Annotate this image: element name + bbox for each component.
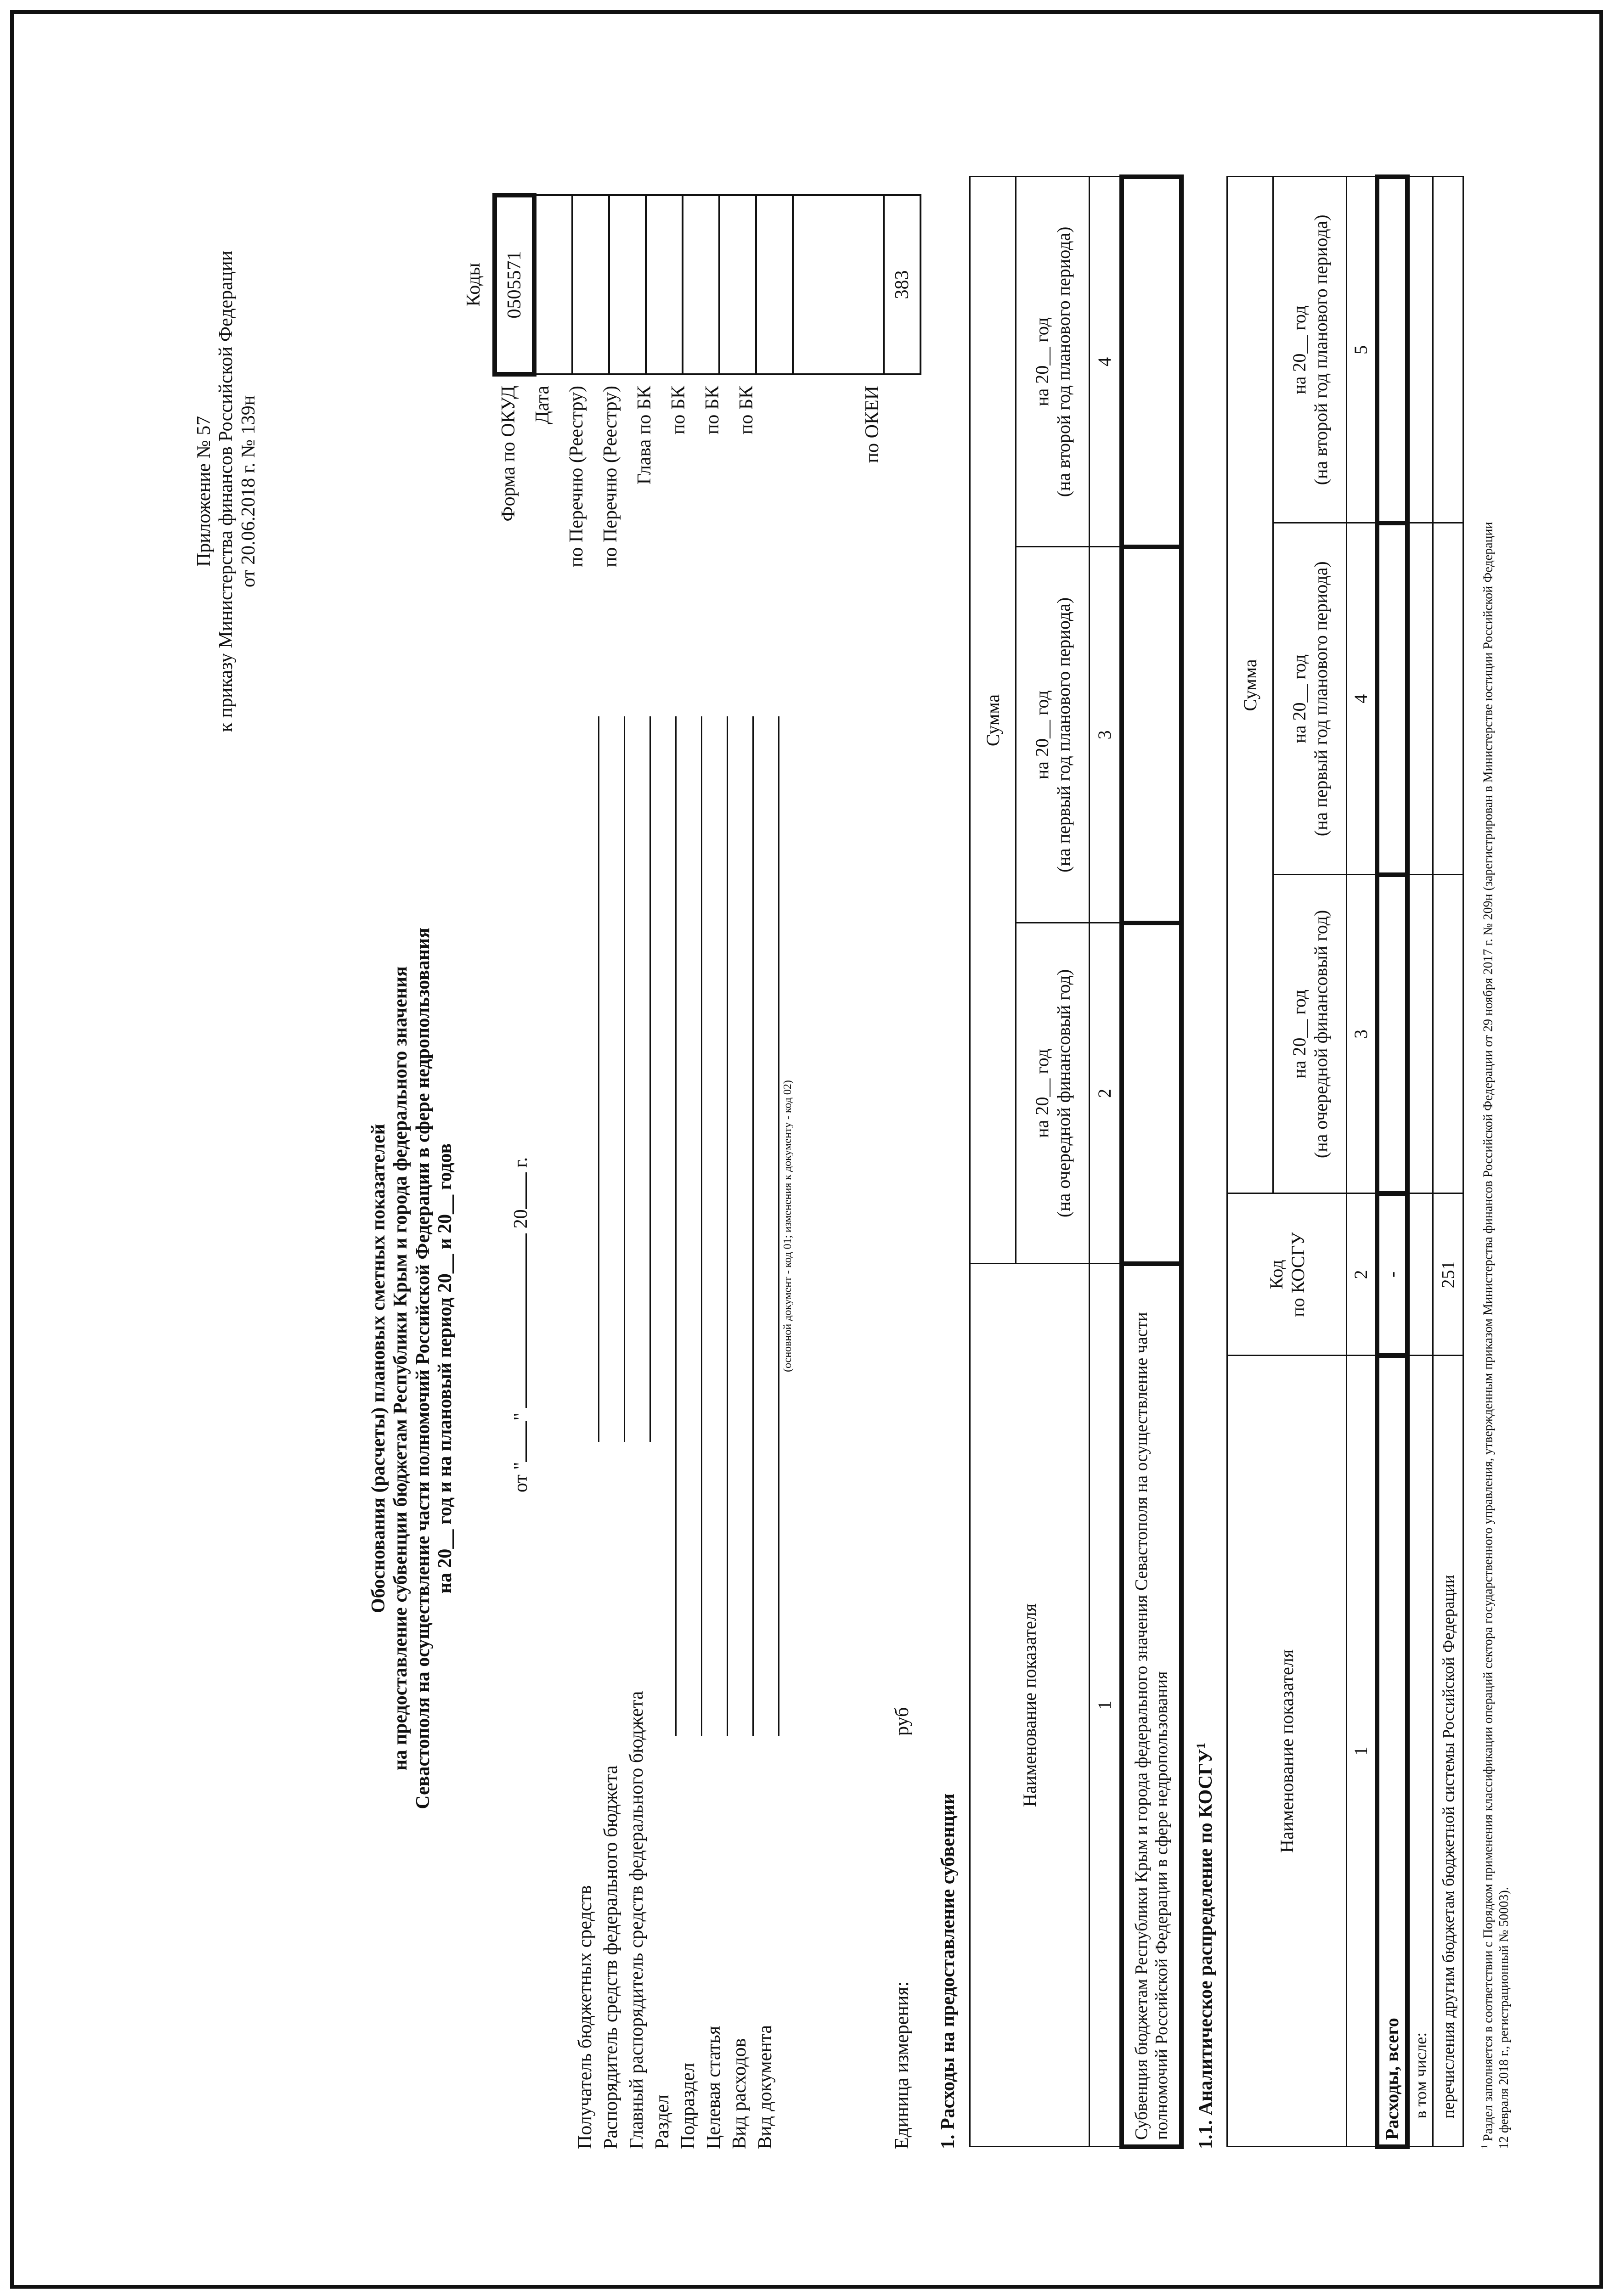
- code-label-chapter-bk: Глава по БК: [634, 386, 655, 485]
- codes-table: [455, 193, 921, 377]
- s1-num-4: 4: [1090, 177, 1122, 547]
- s11-col3-header: на 20__ год (на очередной финансовый год): [1273, 875, 1347, 1193]
- code-label-bk-3: по БК: [736, 386, 757, 435]
- date-suffix: г.: [510, 1157, 531, 1168]
- field-subsection: Подраздел: [678, 2063, 699, 2149]
- field-section: Раздел: [652, 2094, 673, 2149]
- code-blank-value[interactable]: [793, 195, 884, 374]
- code-bk-1-value[interactable]: [683, 195, 719, 374]
- field-chief-manager: Главный распорядитель средств федерального бюджета: [626, 1691, 647, 2149]
- s11-row-total: Расходы, всего: [1377, 1356, 1407, 2147]
- manager-line[interactable]: [624, 716, 625, 1442]
- code-label-bk-1: по БК: [668, 386, 689, 435]
- code-bk-3-value[interactable]: [756, 195, 793, 374]
- s1-row-subvention: Субвенция бюджетам Республики Крым и города федерального значения Севастополя на осуществление части полномочий Российской Федерации в сфере недропользования: [1122, 1264, 1181, 2147]
- footnote: [1479, 106, 1512, 2149]
- codes-header: Коды: [463, 263, 484, 307]
- s11-row-incl-code: [1407, 1193, 1433, 1356]
- field-manager: Распорядитель средств федерального бюджета: [600, 1765, 621, 2149]
- s11-col4-header: на 20__ год (на первый год планового периода): [1273, 523, 1347, 875]
- s11-row-251-3[interactable]: [1433, 875, 1463, 1193]
- footnote-line-1: $^1$ Раздел заполняется в соответствии с Порядком применения классификации операций сектора государственного управления, утвержденным приказом Министерства финансов Российской Федерации от 29 ноября 2017 г. № 209н (зарегистрирован в Министерстве юстиции Российской Федерации: [1479, 522, 1496, 2149]
- field-document-type: Вид документа: [755, 2025, 776, 2149]
- s11-num-1: 1: [1347, 1356, 1377, 2147]
- s1-row-value-4[interactable]: [1122, 177, 1181, 547]
- date-year: 20: [510, 1209, 531, 1229]
- s1-num-3: 3: [1090, 547, 1122, 923]
- document-type-line[interactable]: [778, 716, 779, 1736]
- footnote-line-2: 12 февраля 2018 г., регистрационный № 50003).: [1497, 1887, 1512, 2149]
- section11-heading: 1.1. Аналитическое распределение по КОСГУ$^1$: [1194, 1743, 1216, 2149]
- s11-row-total-5[interactable]: [1377, 177, 1407, 523]
- code-bk-2-value[interactable]: [719, 195, 756, 374]
- code-date-value[interactable]: [534, 195, 572, 374]
- code-registry-1-value[interactable]: [572, 195, 609, 374]
- field-target-article: Целевая статья: [703, 2026, 724, 2149]
- unit-label: Единица измерения:: [892, 1981, 913, 2149]
- s11-row-251-4[interactable]: [1433, 523, 1463, 875]
- code-label-okei: по ОКЕИ: [862, 386, 883, 463]
- s1-row-value-2[interactable]: [1122, 923, 1181, 1264]
- s1-col-name: Наименование показателя: [970, 1264, 1090, 2147]
- code-label-blank: [763, 386, 855, 707]
- s11-num-2: 2: [1347, 1193, 1377, 1356]
- s11-row-total-3[interactable]: [1377, 875, 1407, 1193]
- section-line[interactable]: [675, 716, 677, 1736]
- code-okei-value: 383: [884, 195, 920, 374]
- date-quote: ": [510, 1412, 531, 1421]
- s1-col4-header: на 20__ год (на второй год планового периода): [1016, 177, 1090, 547]
- section1-table: [969, 174, 1184, 2149]
- title-line-3: Севастополя на осуществление части полномочий Российской Федерации в сфере недропользования: [412, 928, 434, 1809]
- s11-col5-header: на 20__ год (на второй год планового периода): [1273, 177, 1347, 523]
- s11-row-incl-4: [1407, 523, 1433, 875]
- target-article-line[interactable]: [727, 716, 728, 1736]
- recipient-line[interactable]: [598, 716, 599, 1442]
- s11-col-sum: Сумма: [1227, 177, 1273, 1193]
- s11-row-incl: в том числе:: [1407, 1356, 1433, 2147]
- s11-row-251-code: 251: [1433, 1193, 1463, 1356]
- field-recipient: Получатель бюджетных средств: [575, 1885, 596, 2149]
- s11-row-total-code: -: [1377, 1193, 1407, 1356]
- s1-row-value-3[interactable]: [1122, 547, 1181, 923]
- code-label-registry-2: по Перечню (Реестру): [600, 386, 621, 568]
- s11-row-251-5[interactable]: [1433, 177, 1463, 523]
- s11-num-5: 5: [1347, 177, 1377, 523]
- date-line: [510, 1157, 532, 1492]
- s11-row-incl-5: [1407, 177, 1433, 523]
- s11-row-251: перечисления другим бюджетам бюджетной системы Российской Федерации: [1433, 1356, 1463, 2147]
- s1-col3-header: на 20__ год (на первый год планового периода): [1016, 547, 1090, 923]
- code-label-okud: Форма по ОКУД: [498, 386, 519, 522]
- s11-row-incl-3: [1407, 875, 1433, 1193]
- code-label-registry-1: по Перечню (Реестру): [566, 386, 587, 568]
- date-prefix: от ": [510, 1462, 531, 1492]
- code-chapter-bk-value[interactable]: [646, 195, 683, 374]
- s11-col-name: Наименование показателя: [1227, 1356, 1347, 2147]
- appendix-date: от 20.06.2018 г. № 139н: [237, 395, 259, 588]
- s11-row-total-4[interactable]: [1377, 523, 1407, 875]
- s1-num-1: 1: [1090, 1264, 1122, 2147]
- s1-col-sum: Сумма: [970, 177, 1016, 1264]
- appendix-number: Приложение № 57: [193, 416, 215, 567]
- title-line-1: Обоснования (расчеты) плановых сметных показателей: [368, 1124, 389, 1613]
- section1-heading: 1. Расходы на предоставление субвенции: [937, 1793, 959, 2149]
- s11-num-3: 3: [1347, 875, 1377, 1193]
- appendix-order: к приказу Министерства финансов Российской Федерации: [215, 250, 237, 732]
- section11-table: [1226, 174, 1464, 2149]
- header-fields: [574, 1460, 780, 2149]
- form-title: [367, 680, 456, 2057]
- title-line-2: на предоставление субвенции бюджетам Республики Крым и города федерального значения: [390, 966, 412, 1771]
- field-expense-type: Вид расходов: [729, 2038, 750, 2149]
- form-sheet: [106, 37, 1530, 2195]
- s1-num-2: 2: [1090, 923, 1122, 1264]
- title-line-4: на 20__ год и на плановый период 20__ и 20__ годов: [434, 1143, 456, 1594]
- unit-value: руб: [892, 1707, 913, 1736]
- document-type-note: (основной документ - код 01; изменения к документу - код 02): [782, 1080, 794, 1372]
- code-label-date: Дата: [532, 386, 553, 424]
- subsection-line[interactable]: [701, 716, 702, 1736]
- s1-col2-header: на 20__ год (на очередной финансовый год): [1016, 923, 1090, 1264]
- code-label-bk-2: по БК: [702, 386, 723, 435]
- code-registry-2-value[interactable]: [609, 195, 646, 374]
- chief-manager-line[interactable]: [649, 716, 651, 1442]
- appendix-block: [193, 193, 260, 790]
- s11-col-code: Код по КОСГУ: [1227, 1193, 1347, 1356]
- s11-num-4: 4: [1347, 523, 1377, 875]
- codes-labels: [455, 386, 889, 707]
- expense-type-line[interactable]: [752, 716, 754, 1736]
- code-okud-value: 0505571: [495, 195, 534, 374]
